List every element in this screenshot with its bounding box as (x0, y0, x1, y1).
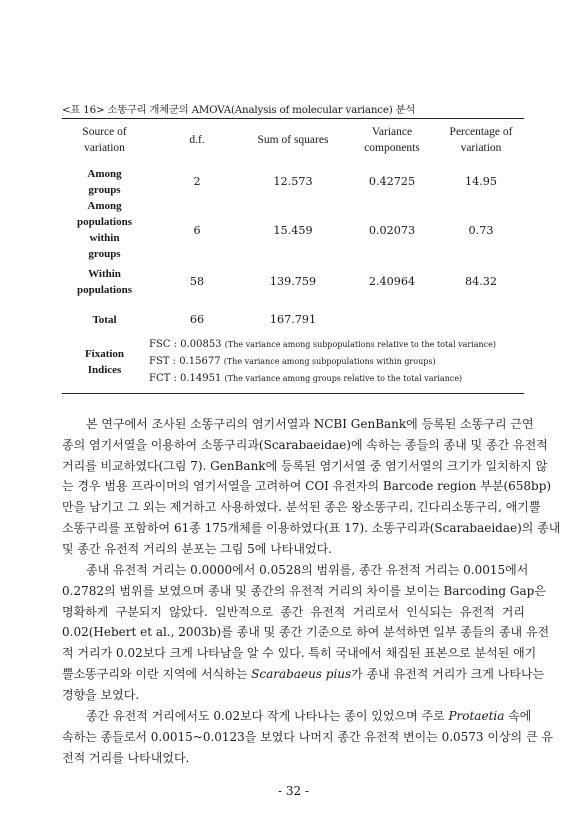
text-line: 및 종간 유전적 거리의 분포는 그림 5에 나타내었다. (62, 541, 332, 556)
row-label-line: Among (87, 200, 122, 212)
row-label-line: Among (87, 168, 122, 180)
header-df: d.f. (189, 134, 205, 146)
row-within-populations-vc: 2.40964 (368, 275, 416, 288)
fst-value: 0.15677 (179, 356, 221, 367)
row-label-line: within (89, 232, 120, 244)
row-among-populations-vc: 0.02073 (368, 224, 416, 237)
fixation-indices-label (62, 346, 147, 378)
row-among-groups-pv: 14.95 (464, 175, 498, 188)
text-line: 경향을 보였다. (62, 687, 140, 702)
text-line: 전적 거리를 나타내었다. (62, 750, 190, 765)
text-line: 종간 유전적 거리에서도 0.02보다 작게 나타나는 종이 있었으며 주로 Protaetia 속에 (86, 709, 532, 723)
row-within-populations-ss: 139.759 (269, 275, 317, 288)
body-paragraph-2 (62, 560, 550, 706)
row-label-line: populations (76, 216, 133, 228)
row-label-line: populations (76, 284, 133, 296)
row-within-populations-pv: 84.32 (464, 275, 498, 288)
fsc-description: (The variance among subpopulations relative to the total variance) (224, 340, 496, 349)
row-among-populations-df: 6 (193, 224, 201, 237)
row-label-line: groups (88, 184, 121, 196)
text-line: 0.2782의 범위를 보였으며 종내 및 종간의 유전적 거리의 차이를 보이는 Barcoding Gap은 (62, 583, 546, 598)
row-among-populations-pv: 0.73 (468, 224, 494, 237)
row-total-df: 66 (189, 313, 205, 326)
row-within-populations-label (62, 266, 147, 298)
header-ss: Sum of squares (257, 134, 329, 146)
fsc-name: FSC (149, 339, 171, 350)
fst-description: (The variance among subpopulations within groups) (223, 357, 436, 366)
fct-value: 0.14951 (180, 373, 222, 384)
text-line: 본 연구에서 조사된 소똥구리의 염기서열과 NCBI GenBank에 등록된 소똥구리 근연 (86, 417, 534, 431)
table-bottom-rule (62, 393, 524, 394)
fixation-fsc: FSC : 0.00853 (The variance among subpopulations relative to the total variance) (149, 339, 496, 350)
header-pv-line: Percentage of (449, 126, 513, 138)
fct-description: (The variance among groups relative to the total variance) (224, 374, 463, 383)
text-line: 뿔소똥구리와 이란 지역에 서식하는 Scarabaeus pius가 종내 유전적 거리가 크게 나타나는 (62, 666, 545, 681)
fixation-label-line: Indices (87, 364, 122, 376)
table-top-rule (62, 118, 524, 119)
row-among-groups-df: 2 (193, 175, 201, 188)
text-line: 종내 유전적 거리는 0.0000에서 0.0528의 범위를, 종간 유전적 거리는 0.0015에서 (86, 563, 529, 577)
row-within-populations-df: 58 (189, 275, 205, 288)
text-line: 명확하게 구분되지 않았다. 일반적으로 종간 유전적 거리로서 인식되는 유전적 거리 (62, 604, 525, 619)
text-line: 적 거리가 0.02보다 크게 나타남을 알 수 있다. 특히 국내에서 채집된 표본으로 분석된 애기 (62, 646, 537, 661)
row-among-groups-vc: 0.42725 (368, 175, 416, 188)
text-line: 거리를 비교하였다(그림 7). GenBank에 등록된 염기서열 중 염기서열의 크기가 일치하지 않 (62, 458, 548, 473)
text-line: 0.02(Hebert et al., 2003b)를 종내 및 종간 기준으로 하여 분석하면 일부 종들의 종내 유전 (62, 625, 550, 640)
body-paragraph-1 (62, 414, 561, 560)
header-pv (436, 124, 526, 156)
body-paragraph-3 (62, 706, 553, 768)
fixation-fct: FCT : 0.14951 (The variance among groups relative to the total variance) (149, 373, 463, 384)
row-among-groups-ss: 12.573 (273, 175, 313, 188)
fixation-fst: FST : 0.15677 (The variance among subpopulations within groups) (149, 356, 436, 367)
fst-name: FST (149, 356, 170, 367)
row-among-groups-label (62, 166, 147, 198)
fixation-label-line: Fixation (84, 348, 125, 360)
fct-name: FCT (149, 373, 171, 384)
header-source (62, 124, 147, 156)
text-line: 는 경우 범용 프라이머의 염기서열을 고려하여 COI 유전자의 Barcode region 부분(658bp) (62, 479, 552, 494)
header-pv-line: variation (460, 142, 502, 154)
header-vc-line: Variance (371, 126, 413, 138)
fsc-value: 0.00853 (180, 339, 222, 350)
text-line: 소똥구리를 포함하여 61종 175개체를 이용하였다(표 17). 소똥구리과(Scarabaeidae)의 종내 (62, 520, 561, 535)
header-vc-line: components (364, 142, 420, 154)
text-line: 종의 염기서열을 이용하여 소똥구리과(Scarabaeidae)에 속하는 종들의 종내 및 종간 유전적 (62, 437, 548, 452)
text-line: 만을 남기고 그 외는 제거하고 사용하였다. 분석된 종은 왕소똥구리, 긴다리소똥구리, 애기뿔 (62, 500, 541, 515)
header-source-line: Source of (82, 126, 127, 138)
row-label-line: groups (88, 248, 121, 260)
row-total-ss: 167.791 (269, 313, 317, 326)
row-among-populations-label (62, 198, 147, 262)
table-caption: <표 16> 소똥구리 개체군의 AMOVA(Analysis of molecular variance) 분석 (62, 104, 416, 116)
text-line: 속하는 종들로서 0.0015~0.0123을 보였다 나머지 종간 유전적 변이는 0.0573 이상의 큰 유 (62, 729, 553, 744)
header-vc (352, 124, 432, 156)
row-total-label: Total (92, 314, 117, 326)
row-label-line: Within (88, 268, 121, 280)
page-number: - 32 - (277, 784, 309, 798)
row-among-populations-ss: 15.459 (273, 224, 313, 237)
header-source-line: variation (84, 142, 125, 154)
